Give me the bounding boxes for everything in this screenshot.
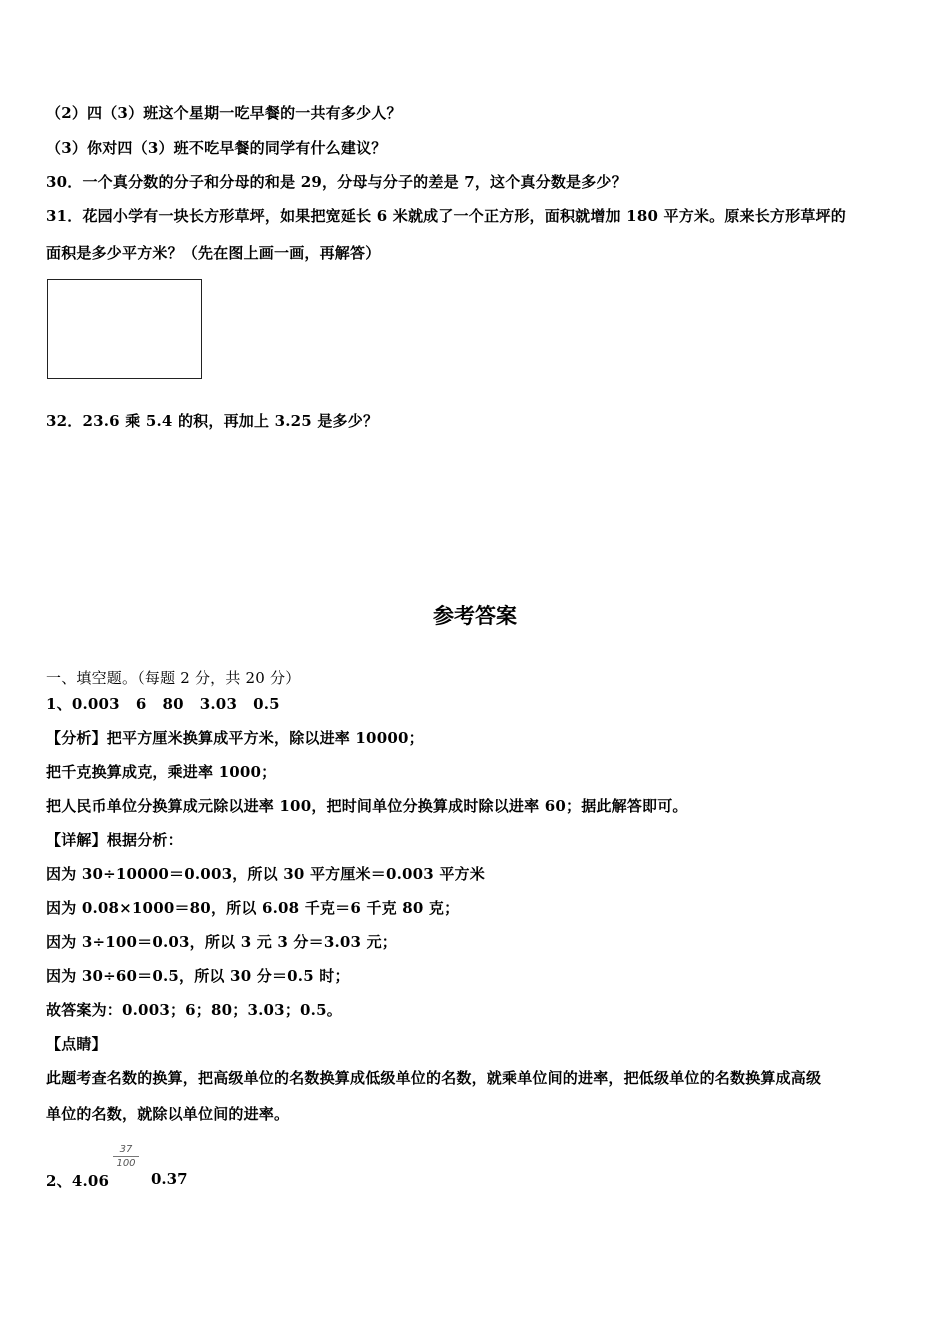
analysis-line: 把人民币单位分换算成元除以进率 100，把时间单位分换算成时除以进率 60；据此解答即可。 — [46, 797, 688, 815]
answer-1-value: 0.5 — [253, 695, 280, 713]
answer-title: 参考答案 — [433, 604, 517, 628]
analysis-line: 【分析】把平方厘米换算成平方米，除以进率 10000； — [46, 729, 424, 747]
rectangle-lawn-figure — [47, 279, 202, 379]
answer-2-fraction — [113, 1143, 139, 1170]
question-31-line2: 面积是多少平方米？（先在图上画一画，再解答） — [46, 244, 381, 262]
fraction-denominator: 100 — [116, 1158, 136, 1169]
detail-line: 因为 0.08×1000＝80，所以 6.08 千克＝6 千克 80 克； — [46, 899, 460, 917]
comment-line: 此题考查名数的换算，把高级单位的名数换算成低级单位的名数，就乘单位间的进率，把低级单位的名数换算成高级 — [46, 1069, 822, 1087]
comment-heading: 【点睛】 — [46, 1035, 107, 1053]
question-31-line1: 31．花园小学有一块长方形草坪，如果把宽延长 6 米就成了一个正方形，面积就增加 180 平方米。原来长方形草坪的 — [46, 207, 846, 225]
answer-2-prefix: 2、4.06 — [46, 1172, 110, 1190]
answer-1 — [46, 693, 280, 714]
question-30: 30．一个真分数的分子和分母的和是 29，分母与分子的差是 7，这个真分数是多少？ — [46, 173, 627, 191]
detail-line: 因为 30÷10000＝0.003，所以 30 平方厘米＝0.003 平方米 — [46, 865, 485, 883]
question-29-3: （3）你对四（3）班不吃早餐的同学有什么建议？ — [46, 139, 387, 157]
detail-line: 因为 30÷60＝0.5，所以 30 分＝0.5 时； — [46, 967, 350, 985]
comment-line: 单位的名数，就除以单位间的进率。 — [46, 1105, 290, 1123]
answer-2-last: 0.37 — [151, 1170, 188, 1188]
answer-1-value: 0.003 — [71, 695, 120, 713]
section-1-heading: 一、填空题。（每题 2 分，共 20 分） — [46, 669, 301, 687]
answer-1-value: 80 — [162, 695, 184, 713]
detail-line: 因为 3÷100＝0.03，所以 3 元 3 分＝3.03 元； — [46, 933, 397, 951]
answer-1-value: 6 — [135, 695, 147, 713]
answer-1-label: 1、 — [46, 695, 72, 713]
answer-1-value: 3.03 — [199, 695, 238, 713]
final-answer-line: 故答案为：0.003；6；80；3.03；0.5。 — [46, 1001, 342, 1019]
fraction-numerator: 37 — [113, 1143, 139, 1157]
question-32: 32．23.6 乘 5.4 的积，再加上 3.25 是多少？ — [46, 412, 379, 430]
detail-heading: 【详解】根据分析： — [46, 831, 183, 849]
analysis-line: 把千克换算成克，乘进率 1000； — [46, 763, 277, 781]
question-29-2: （2）四（3）班这个星期一吃早餐的一共有多少人？ — [46, 104, 402, 122]
